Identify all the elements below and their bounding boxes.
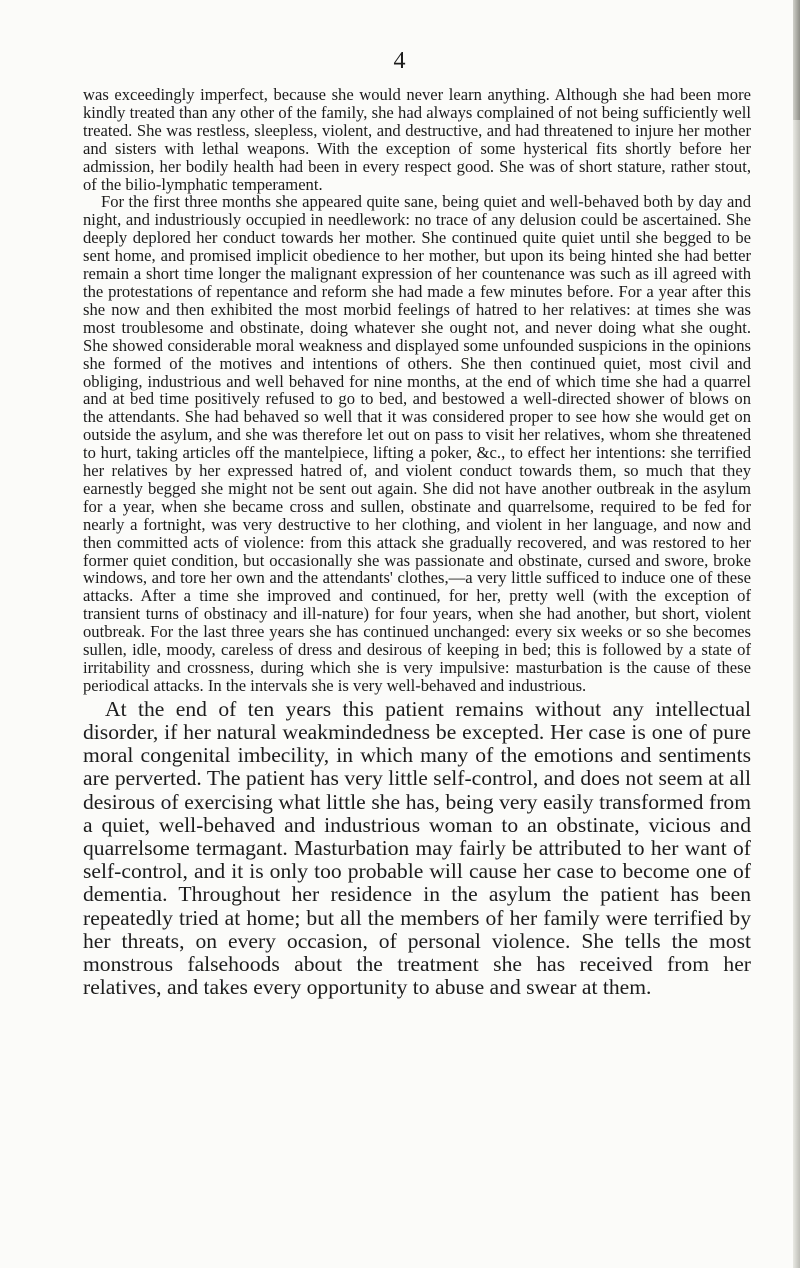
paragraph-case-history: was exceedingly imperfect, because she would never learn anything. Although she had been more kindly treated than any other of the family, she had always complained of not being sufficiently well treated. She was restless, sleepless, violent, and destructive, and had threatened to injure her mother and sisters with lethal weapons. With the exception of some hysterical fits shortly before her admission, her bodily health had been in every respect good. She was of short stature, rather stout, of the bilio-lymphatic temperament. [83,85,751,194]
page-edge-shadow-top [793,0,800,120]
body-text [83,86,751,999]
paragraph-conclusion: At the end of ten years this patient remains without any intellectual disorder, if her natural weakmindedness be excepted. Her case is one of pure moral congenital imbecility, in which many of the emotions and sentiments are perverted. The patient has very little self-control, and does not seem at all desirous of exercising what little she has, being very easily transformed from a quiet, well-behaved and industrious woman to an obstinate, vicious and quarrelsome termagant. Masturbation may fairly be attributed to her want of self-control, and it is only too probable will cause her case to become one of dementia. Throughout her residence in the asylum the patient has been repeatedly tried at home; but all the members of her family were terrified by her threats, on every occasion, of personal violence. She tells the most monstrous falsehoods about the treatment she has received from her relatives, and takes every opportunity to abuse and swear at them. [83,696,751,1000]
page-edge-shadow [793,0,800,1268]
paragraph-asylum-course: For the first three months she appeared quite sane, being quiet and well-behaved both by day and night, and industriously occupied in needlework: no trace of any delusion could be ascertained. She deeply deplored her conduct towards her mother. She continued quite quiet until she begged to be sent home, and promised implicit obedience to her mother, but upon its being hinted she had better remain a short time longer the malignant expression of her countenance was such as ill agreed with the protestations of repentance and reform she had made a few minutes before. For a year after this she now and then exhibited the most morbid feelings of hatred to her relatives: at times she was most troublesome and obstinate, doing whatever she ought not, and never doing what she ought. She showed considerable moral weakness and displayed some unfounded suspicions in the opinions she formed of the motives and intentions of others. She then continued quiet, most civil and obliging, industrious and well behaved for nine months, at the end of which time she had a quarrel and at bed time positively refused to go to bed, and bestowed a well-directed shower of blows on the attendants. She had behaved so well that it was considered proper to see how she would get on outside the asylum, and she was therefore let out on pass to visit her relatives, whom she threatened to hurt, taking articles off the mantelpiece, lifting a poker, &c., to effect her intentions: she terrified her relatives by her expressed hatred of, and violent conduct towards them, so much that they earnestly begged she might not be sent out again. She did not have another outbreak in the asylum for a year, when she became cross and sullen, obstinate and quarrelsome, required to be fed for nearly a fortnight, was very destructive to her clothing, and violent in her language, and now and then committed acts of violence: from this attack she gradually recovered, and was restored to her former quiet condition, but occasionally she was passionate and obstinate, cursed and swore, broke windows, and tore her own and the attendants' clothes,—a very little sufficed to induce one of these attacks. After a time she improved and continued, for her, pretty well (with the exception of transient turns of obstinacy and ill-nature) for four years, when she had another, but short, violent outbreak. For the last three years she has continued unchanged: every six weeks or so she becomes sullen, idle, moody, careless of dress and desirous of keeping in bed; this is followed by a state of irritability and crossness, during which she is very impulsive: masturbation is the cause of these periodical attacks. In the intervals she is very well-behaved and industrious. [83,192,751,695]
page-number: 4 [393,48,407,74]
